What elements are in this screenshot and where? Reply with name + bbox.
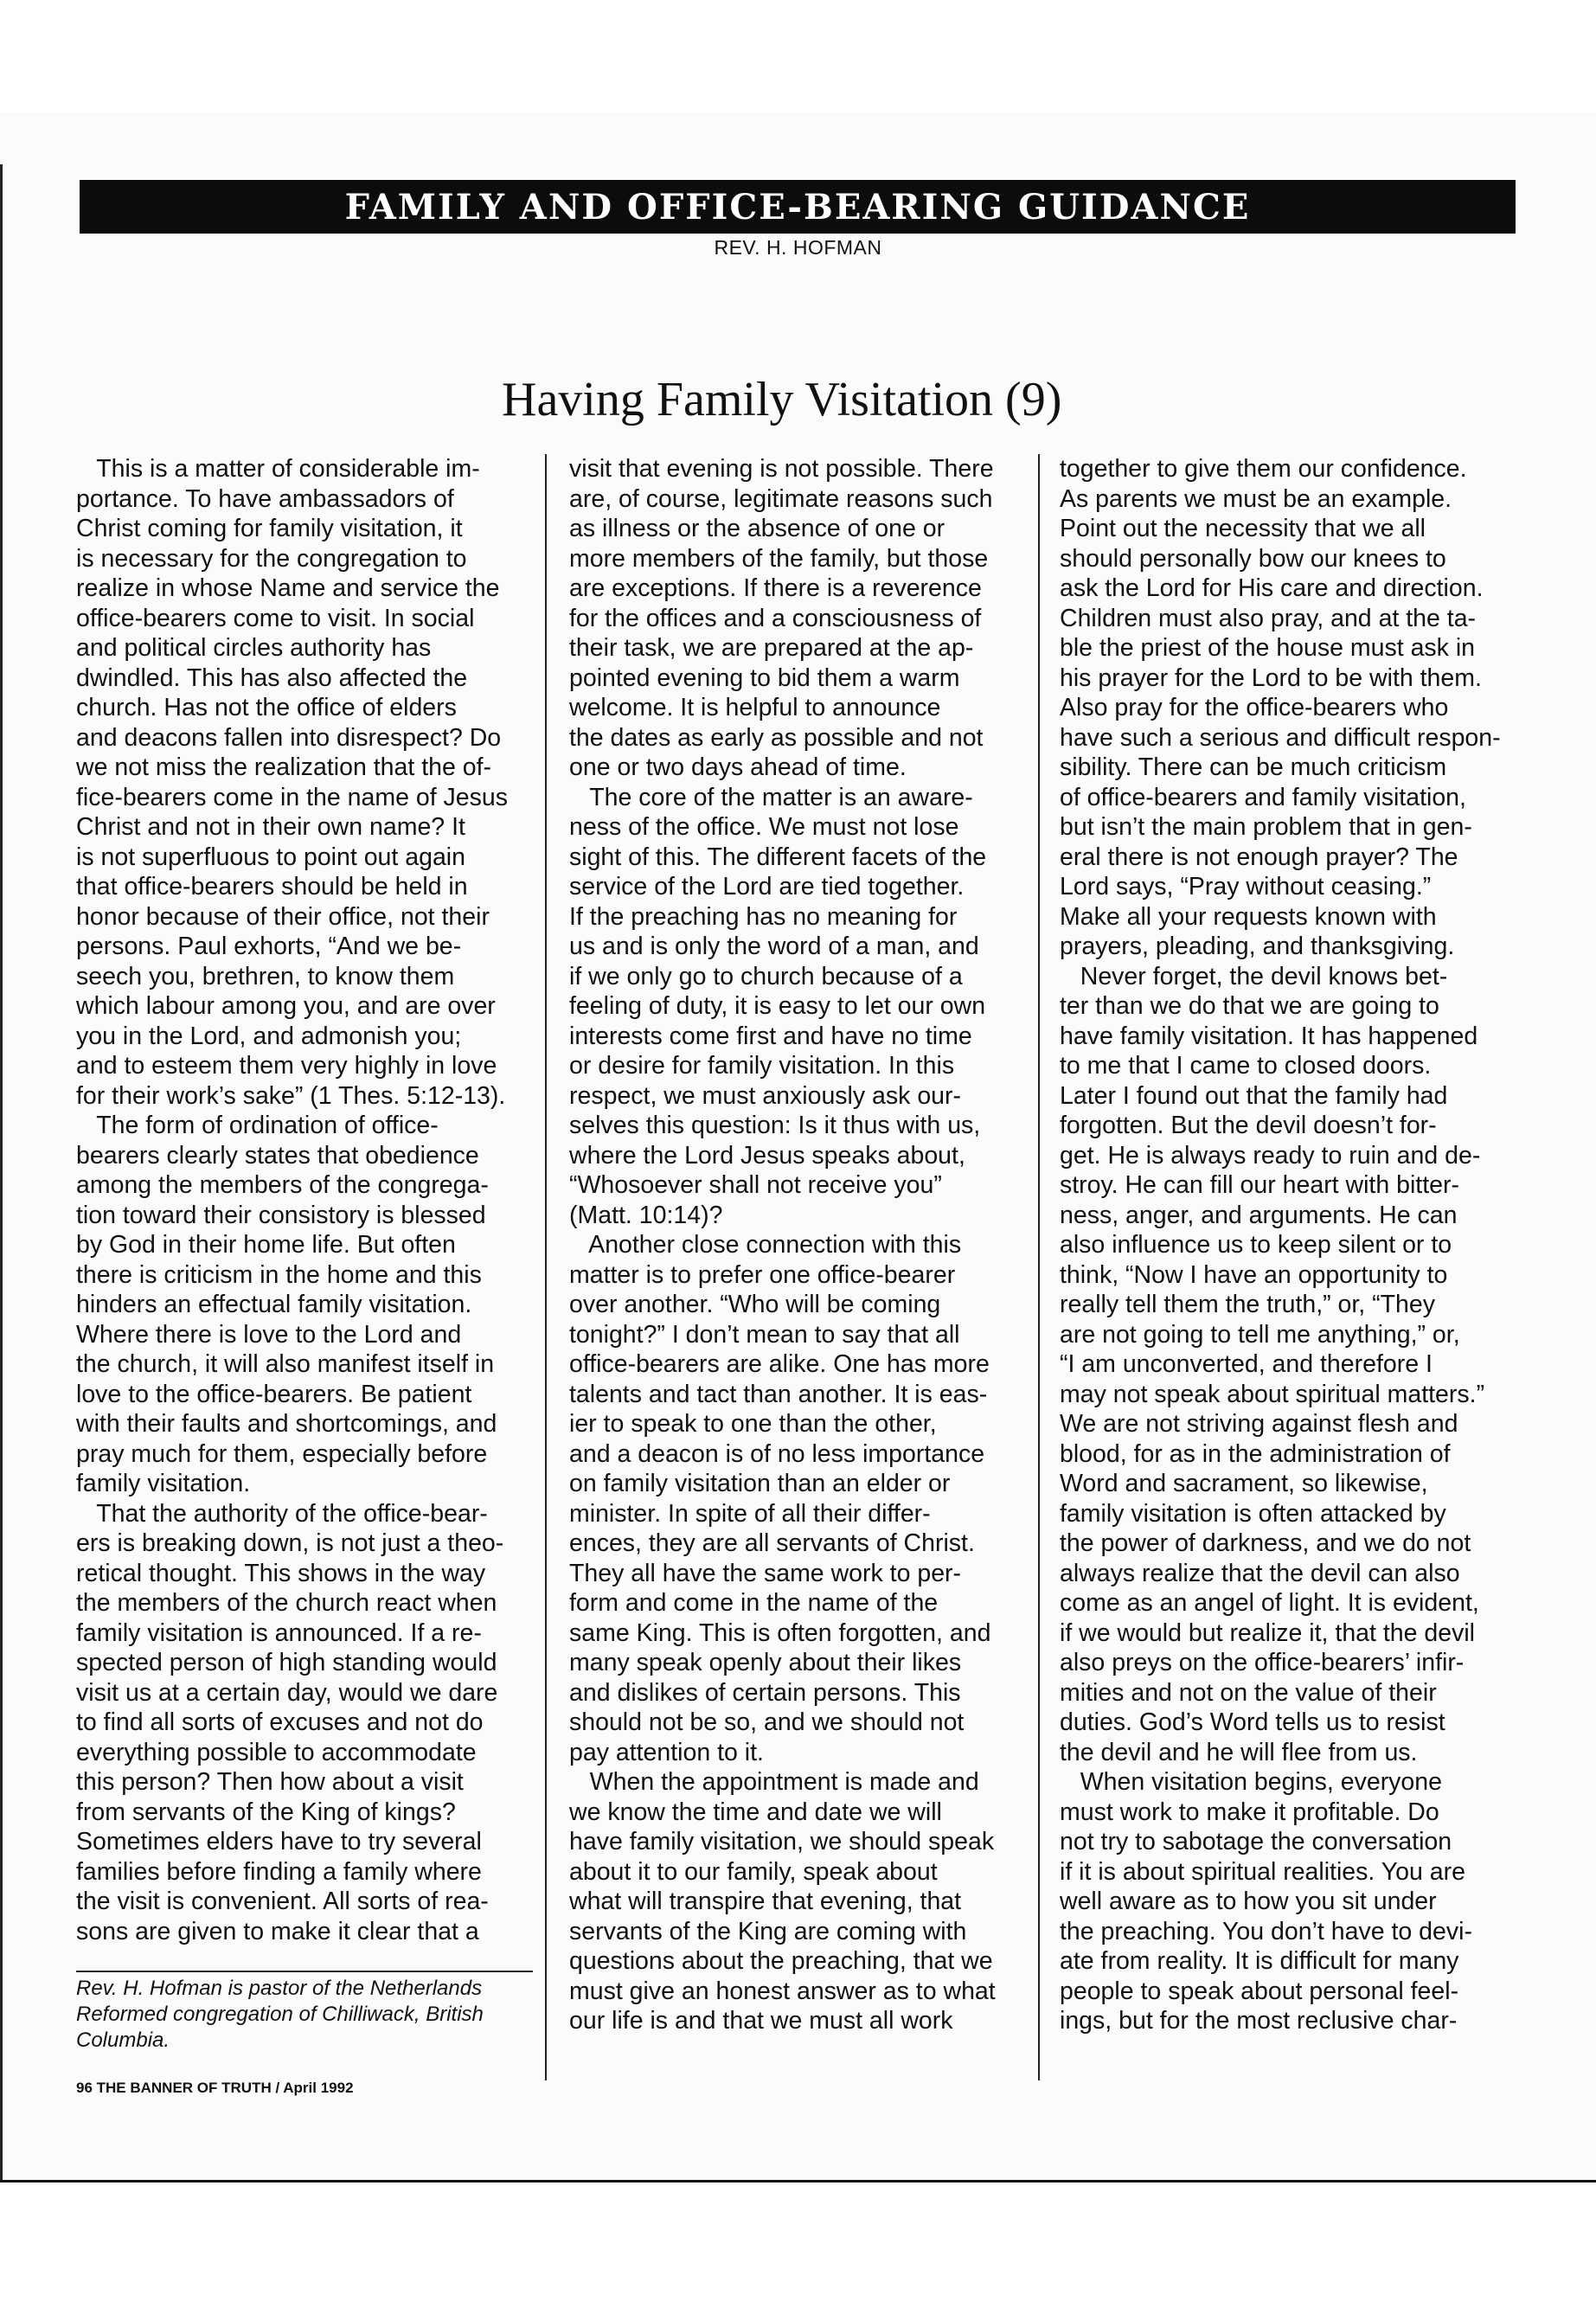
article-column-2 — [569, 454, 996, 2036]
text-line: blood, for as in the administration of — [1060, 1439, 1451, 1468]
text-line: always realize that the devil can also — [1060, 1559, 1460, 1587]
text-line: where the Lord Jesus speaks about, — [569, 1141, 965, 1170]
text-line: families before finding a family where — [76, 1857, 482, 1886]
text-line: “Whosoever shall not receive you” — [569, 1171, 942, 1199]
text-line: have family visitation. It has happened — [1060, 1022, 1478, 1050]
text-line: visit that evening is not possible. There — [569, 455, 994, 483]
text-line: interests come first and have no time — [569, 1022, 972, 1050]
text-line: ness, anger, and arguments. He can — [1060, 1201, 1458, 1229]
text-line: honor because of their office, not their — [76, 902, 490, 931]
text-line: should personally bow our knees to — [1060, 544, 1446, 573]
footnote-divider — [76, 1971, 533, 1972]
text-line: but isn’t the main problem that in gen- — [1060, 813, 1472, 841]
text-line: over another. “Who will be coming — [569, 1291, 941, 1318]
text-line: visit us at a certain day, would we dare — [76, 1678, 498, 1707]
text-line: to find all sorts of excuses and not do — [76, 1708, 484, 1736]
page-folio: 96 THE BANNER OF TRUTH / April 1992 — [76, 2080, 354, 2096]
article-column-3 — [1060, 454, 1501, 2036]
text-line: mities and not on the value of their — [1060, 1678, 1437, 1707]
text-line: When visitation begins, everyone — [1060, 1768, 1442, 1796]
text-line: forgotten. But the devil doesn’t for- — [1060, 1112, 1437, 1139]
text-line: welcome. It is helpful to announce — [569, 694, 941, 721]
text-line: As parents we must be an example. — [1060, 484, 1452, 513]
text-line: should not be so, and we should not — [569, 1708, 965, 1736]
text-line: family visitation is announced. If a re- — [76, 1618, 482, 1647]
text-line: think, “Now I have an opportunity to — [1060, 1260, 1448, 1289]
text-line: sibility. There can be much criticism — [1060, 753, 1447, 781]
text-line: if it is about spiritual realities. You are — [1060, 1857, 1465, 1886]
text-line: for the offices and a consciousness of — [569, 604, 982, 632]
text-line: together to give them our confidence. — [1060, 455, 1467, 483]
text-line: stroy. He can fill our heart with bitter- — [1060, 1171, 1459, 1199]
page-left-edge — [0, 164, 3, 2180]
text-line: minister. In spite of all their differ- — [569, 1499, 931, 1528]
text-line: tonight?” I don’t mean to say that all — [569, 1320, 960, 1349]
text-line: that office-bearers should be held in — [76, 873, 468, 901]
text-line: are, of course, legitimate reasons such — [569, 484, 993, 513]
text-line: When the appointment is made and — [569, 1768, 979, 1796]
text-line: and dislikes of certain persons. This — [569, 1678, 961, 1707]
text-line: ter than we do that we are going to — [1060, 992, 1439, 1020]
column-divider-2 — [1038, 454, 1040, 2080]
text-line: ness of the office. We must not lose — [569, 813, 959, 841]
text-line: their task, we are prepared at the ap- — [569, 634, 974, 662]
text-line: there is criticism in the home and this — [76, 1260, 482, 1289]
text-line: (Matt. 10:14)? — [569, 1201, 723, 1229]
text-line: Christ and not in their own name? It — [76, 813, 465, 841]
text-line: If the preaching has no meaning for — [569, 902, 958, 931]
article-title: Having Family Visitation (9) — [502, 373, 1062, 426]
text-line: what will transpire that evening, that — [569, 1888, 962, 1915]
text-line: people to speak about personal feel- — [1060, 1977, 1459, 2005]
text-line: the preaching. You don’t have to devi- — [1060, 1917, 1472, 1945]
text-line: more members of the family, but those — [569, 544, 989, 573]
text-line: pointed evening to bid them a warm — [569, 663, 960, 692]
text-line: This is a matter of considerable im- — [76, 455, 480, 483]
text-line: respect, we must anxiously ask our- — [569, 1081, 962, 1110]
text-line: if we would but realize it, that the devil — [1060, 1618, 1476, 1647]
text-line: Word and sacrament, so likewise, — [1060, 1470, 1428, 1497]
text-line: to me that I came to closed doors. — [1060, 1052, 1432, 1080]
text-line: the church, it will also manifest itself in — [76, 1350, 495, 1378]
text-line: the devil and he will flee from us. — [1060, 1738, 1418, 1766]
footnote-line: Rev. H. Hofman is pastor of the Netherlands — [76, 1977, 483, 2000]
text-line: we know the time and date we will — [569, 1798, 942, 1826]
text-line: and to esteem them very highly in love — [76, 1052, 497, 1080]
text-line: Where there is love to the Lord and — [76, 1320, 462, 1349]
text-line: That the authority of the office-bear- — [76, 1499, 488, 1528]
text-line: fice-bearers come in the name of Jesus — [76, 783, 508, 811]
text-line: from servants of the King of kings? — [76, 1798, 456, 1826]
text-line: pray much for them, especially before — [76, 1439, 488, 1468]
author-byline: REV. H. HOFMAN — [714, 236, 882, 259]
text-line: selves this question: Is it thus with us, — [569, 1112, 981, 1139]
article-column-1 — [76, 454, 508, 1946]
page-bottom-edge — [0, 2180, 1596, 2182]
text-line: everything possible to accommodate — [76, 1738, 477, 1766]
text-line: eral there is not enough prayer? The — [1060, 843, 1458, 871]
text-line: not try to sabotage the conversation — [1060, 1828, 1452, 1856]
text-line: the power of darkness, and we do not — [1060, 1529, 1471, 1557]
text-line: matter is to prefer one office-bearer — [569, 1260, 956, 1289]
text-line: us and is only the word of a man, and — [569, 933, 979, 960]
text-line: and political circles authority has — [76, 634, 432, 662]
text-line: is necessary for the congregation to — [76, 544, 467, 573]
text-line: have family visitation, we should speak — [569, 1828, 995, 1856]
text-line: Also pray for the office-bearers who — [1060, 694, 1449, 721]
text-line: also preys on the office-bearers’ infir- — [1060, 1649, 1465, 1676]
column-divider-1 — [545, 454, 547, 2080]
text-line: pay attention to it. — [569, 1738, 764, 1766]
text-line: or desire for family visitation. In this — [569, 1052, 955, 1080]
text-line: Point out the necessity that we all — [1060, 515, 1426, 542]
text-line: Make all your requests known with — [1060, 902, 1437, 931]
text-line: The form of ordination of office- — [76, 1112, 439, 1139]
text-line: for their work’s sake” (1 Thes. 5:12-13). — [76, 1081, 506, 1110]
text-line: you in the Lord, and admonish you; — [76, 1022, 462, 1050]
text-line: Children must also pray, and at the ta- — [1060, 604, 1477, 632]
text-line: among the members of the congrega- — [76, 1171, 489, 1199]
text-line: They all have the same work to per- — [569, 1559, 962, 1587]
text-line: by God in their home life. But often — [76, 1231, 456, 1259]
text-line: of office-bearers and family visitation, — [1060, 783, 1466, 811]
text-line: which labour among you, and are over — [76, 992, 496, 1020]
text-line: this person? Then how about a visit — [76, 1768, 464, 1796]
text-line: are not going to tell me anything,” or, — [1060, 1320, 1460, 1349]
section-banner-title: FAMILY AND OFFICE-BEARING GUIDANCE — [344, 186, 1251, 228]
text-line: prayers, pleading, and thanksgiving. — [1060, 933, 1455, 960]
text-line: about it to our family, speak about — [569, 1857, 938, 1886]
text-line: form and come in the name of the — [569, 1589, 939, 1617]
text-line: many speak openly about their likes — [569, 1649, 962, 1676]
text-line: dwindled. This has also affected the — [76, 663, 468, 692]
text-line: is not superfluous to point out again — [76, 843, 465, 871]
text-line: also influence us to keep silent or to — [1060, 1231, 1452, 1259]
text-line: family visitation is often attacked by — [1060, 1499, 1446, 1528]
text-line: ier to speak to one than the other, — [569, 1410, 937, 1438]
text-line: our life is and that we must all work — [569, 2007, 953, 2035]
text-line: Lord says, “Pray without ceasing.” — [1060, 873, 1432, 901]
text-line: family visitation. — [76, 1470, 251, 1497]
footnote-line: Columbia. — [76, 2029, 170, 2052]
text-line: The core of the matter is an aware- — [569, 783, 973, 811]
text-line: sight of this. The different facets of the — [569, 843, 987, 871]
text-line: ble the priest of the house must ask in — [1060, 634, 1476, 662]
text-line: his prayer for the Lord to be with them. — [1060, 663, 1482, 692]
text-line: service of the Lord are tied together. — [569, 873, 965, 901]
text-line: ate from reality. It is difficult for many — [1060, 1947, 1459, 1975]
text-line: get. He is always ready to ruin and de- — [1060, 1141, 1481, 1170]
text-line: Christ coming for family visitation, it — [76, 515, 463, 542]
section-banner — [80, 180, 1516, 234]
text-line: well aware as to how you sit under — [1060, 1888, 1437, 1915]
text-line: same King. This is often forgotten, and — [569, 1618, 991, 1647]
text-line: with their faults and shortcomings, and — [76, 1410, 497, 1438]
text-line: the dates as early as possible and not — [569, 723, 984, 752]
text-line: duties. God’s Word tells us to resist — [1060, 1708, 1445, 1736]
text-line: the members of the church react when — [76, 1589, 497, 1617]
text-line: servants of the King are coming with — [569, 1917, 967, 1945]
text-line: office-bearers come to visit. In social — [76, 604, 475, 632]
text-line: retical thought. This shows in the way — [76, 1559, 486, 1587]
text-line: love to the office-bearers. Be patient — [76, 1380, 472, 1408]
text-line: Later I found out that the family had — [1060, 1081, 1448, 1110]
text-line: church. Has not the office of elders — [76, 694, 457, 721]
text-line: bearers clearly states that obedience — [76, 1141, 479, 1170]
text-line: ences, they are all servants of Christ. — [569, 1529, 975, 1557]
text-line: seech you, brethren, to know them — [76, 962, 455, 990]
text-line: hinders an effectual family visitation. — [76, 1291, 472, 1318]
text-line: questions about the preaching, that we — [569, 1947, 993, 1975]
text-line: really tell them the truth,” or, “They — [1060, 1291, 1435, 1318]
text-line: tion toward their consistory is blessed — [76, 1201, 486, 1229]
text-line: sons are given to make it clear that a — [76, 1917, 479, 1945]
text-line: feeling of duty, it is easy to let our own — [569, 992, 986, 1020]
text-line: Another close connection with this — [569, 1231, 962, 1259]
text-line: and a deacon is of no less importance — [569, 1439, 985, 1468]
text-line: ings, but for the most reclusive char- — [1060, 2007, 1458, 2035]
text-line: must work to make it profitable. Do — [1060, 1798, 1439, 1826]
text-line: have such a serious and difficult respon- — [1060, 723, 1501, 752]
text-line: may not speak about spiritual matters.” — [1060, 1380, 1485, 1408]
text-line: come as an angel of light. It is evident, — [1060, 1589, 1479, 1617]
author-footnote — [76, 1976, 484, 2054]
text-line: are exceptions. If there is a reverence — [569, 574, 982, 602]
text-line: Sometimes elders have to try several — [76, 1828, 482, 1856]
text-line: and deacons fallen into disrespect? Do — [76, 723, 502, 752]
text-line: the visit is convenient. All sorts of rea- — [76, 1888, 489, 1915]
text-line: spected person of high standing would — [76, 1649, 497, 1676]
footnote-line: Reformed congregation of Chilliwack, British — [76, 2003, 484, 2026]
text-line: talents and tact than another. It is eas- — [569, 1380, 988, 1408]
text-line: as illness or the absence of one or — [569, 515, 945, 542]
text-line: We are not striving against flesh and — [1060, 1410, 1458, 1438]
text-line: if we only go to church because of a — [569, 962, 963, 990]
text-line: “I am unconverted, and therefore I — [1060, 1350, 1433, 1378]
text-line: Never forget, the devil knows bet- — [1060, 962, 1448, 990]
text-line: must give an honest answer as to what — [569, 1977, 996, 2005]
text-line: we not miss the realization that the of- — [76, 753, 491, 781]
text-line: ask the Lord for His care and direction. — [1060, 574, 1484, 602]
text-line: on family visitation than an elder or — [569, 1470, 951, 1497]
text-line: realize in whose Name and service the — [76, 574, 500, 602]
text-line: ers is breaking down, is not just a theo- — [76, 1529, 504, 1557]
text-line: one or two days ahead of time. — [569, 753, 907, 781]
text-line: portance. To have ambassadors of — [76, 484, 454, 513]
text-line: office-bearers are alike. One has more — [569, 1350, 990, 1378]
text-line: persons. Paul exhorts, “And we be- — [76, 933, 462, 960]
